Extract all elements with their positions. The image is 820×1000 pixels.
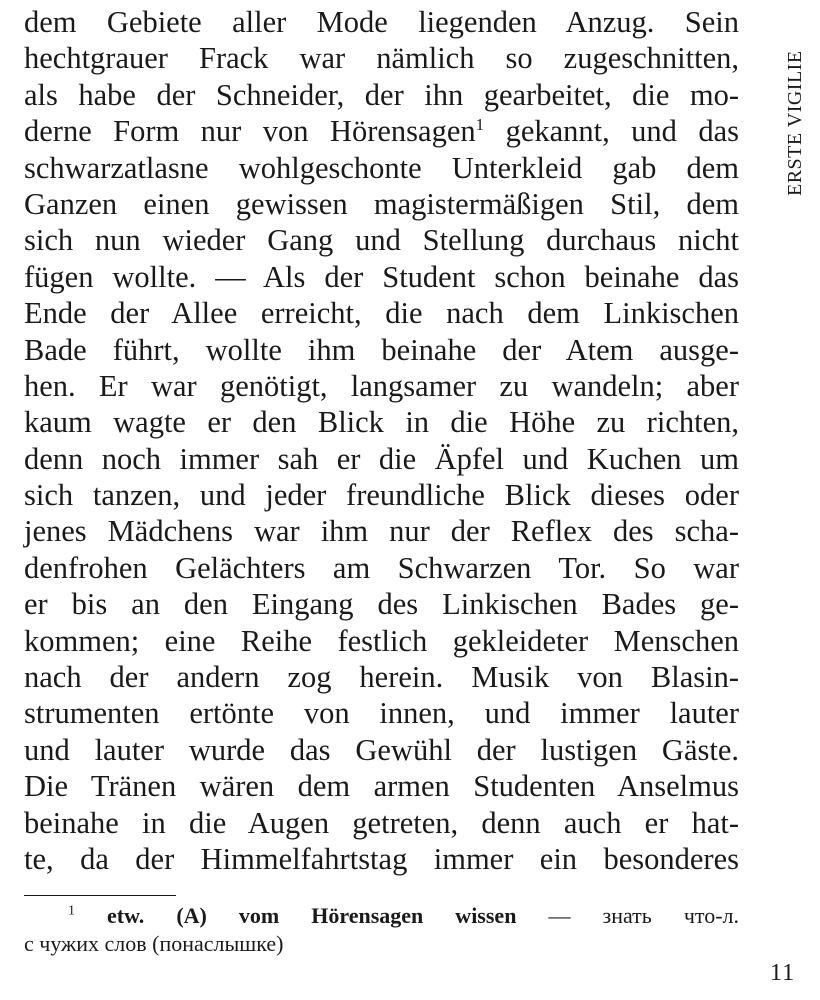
footnote-number: 1 (68, 903, 75, 919)
text-line: jenes Mädchens war ihm nur der Reflex des scha- (24, 514, 739, 549)
footnote-translation-continued: с чужих слов (понаслышке) (24, 931, 284, 956)
text-line: schwarzatlasne wohlgeschonte Unterkleid gab dem (24, 150, 739, 185)
body-text (24, 4, 739, 877)
text-line: hen. Er war genötigt, langsamer zu wandeln; aber (24, 368, 739, 403)
text-line: Ganzen einen gewissen magistermäßigen Stil, dem (24, 186, 739, 221)
text-line: denn noch immer sah er die Äpfel und Kuchen um (24, 441, 739, 476)
footnote-translation: знать что-л. (602, 903, 740, 928)
text-line: kommen; eine Reihe festlich gekleideter Menschen (24, 623, 739, 658)
text-line: sich tanzen, und jeder freundliche Blick dieses oder (24, 478, 739, 513)
footnote-rule (24, 895, 176, 896)
text-line: hechtgrauer Frack war nämlich so zugeschnitten, (24, 41, 739, 76)
text-segment: gekannt, und das (505, 114, 740, 149)
text-line: nach der andern zog herein. Musik von Blasin- (24, 660, 739, 695)
text-line: Ende der Allee erreicht, die nach dem Linkischen (24, 296, 739, 331)
running-head-text: ERSTE VIGILIE (784, 50, 806, 196)
text-line: Die Tränen wären dem armen Studenten Anselmus (24, 769, 739, 804)
footnote-line (24, 902, 739, 930)
text-line: als habe der Schneider, der ihn gearbeitet, die mo- (24, 77, 739, 112)
footnote (24, 902, 739, 958)
footnote-term: etw. (A) vom Hörensagen wissen (107, 903, 517, 928)
text-line: te, da der Himmelfahrtstag immer ein besonderes (24, 841, 739, 876)
running-head (776, 12, 816, 202)
footnote-reference[interactable]: 1 (475, 115, 485, 135)
text-line: beinahe in die Augen getreten, denn auch er hat- (24, 805, 739, 840)
text-line: sich nun wieder Gang und Stellung durchaus nicht (24, 223, 739, 258)
text-line: und lauter wurde das Gewühl der lustigen Gäste. (24, 732, 739, 767)
text-line: fügen wollte. — Als der Student schon beinahe das (24, 259, 739, 294)
text-line: denfrohen Gelächters am Schwarzen Tor. So war (24, 550, 739, 585)
text-line: er bis an den Eingang des Linkischen Bades ge- (24, 587, 739, 622)
page-number: 11 (770, 960, 796, 986)
text-line-with-footnote (24, 113, 739, 149)
text-line: kaum wagte er den Blick in die Höhe zu richten, (24, 405, 739, 440)
text-segment: derne Form nur von Hörensagen (24, 114, 476, 149)
text-line: dem Gebiete aller Mode liegenden Anzug. Sein (24, 5, 739, 39)
text-line: Bade führt, wollte ihm beinahe der Atem ausge- (24, 332, 739, 367)
text-line: strumenten ertönte von innen, und immer lauter (24, 696, 739, 731)
footnote-dash: — (548, 903, 571, 928)
